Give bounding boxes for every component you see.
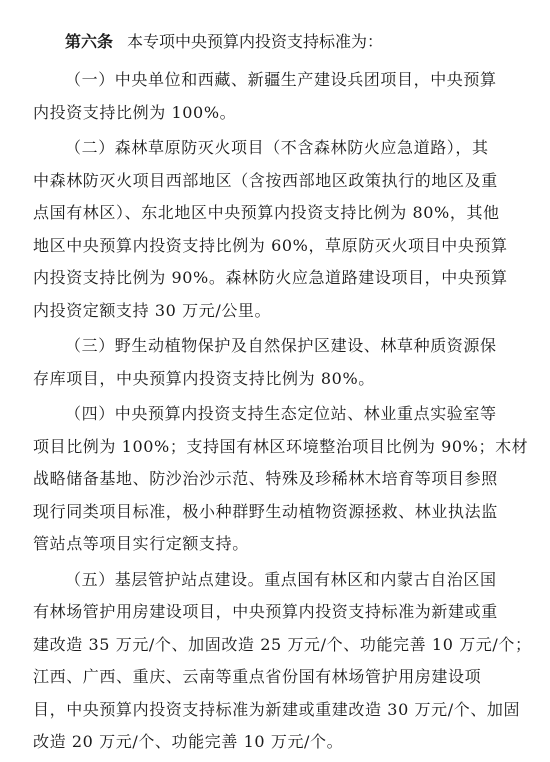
paragraph-line: 中森林防灭火项目西部地区（含按西部地区政策执行的地区及重 <box>33 170 498 190</box>
article-intro: 本专项中央预算内投资支持标准为： <box>127 32 384 51</box>
paragraph-line: 点国有林区）、东北地区中央预算内投资支持比例为 80%，其他 <box>33 203 500 222</box>
paragraph-line: 内投资定额支持 30 万元/公里。 <box>33 300 272 320</box>
paragraph-line: （四）中央预算内投资支持生态定位站、林业重点实验室等 <box>65 404 497 423</box>
paragraph-2 <box>33 132 521 327</box>
paragraph-list <box>33 64 532 762</box>
paragraph-line: 管站点等项目实行定额支持。 <box>33 534 249 553</box>
paragraph-line: 战略储备基地、防沙治沙示范、特殊及珍稀林木培育等项目参照 <box>33 469 498 488</box>
paragraph-5 <box>33 564 532 759</box>
paragraph-line: （一）中央单位和西藏、新疆生产建设兵团项目，中央预算 <box>65 70 497 89</box>
article-heading <box>65 26 525 58</box>
paragraph-line: 改造 20 万元/个、功能完善 10 万元/个。 <box>33 732 344 751</box>
paragraph-line: 内投资支持比例为 100%。 <box>33 102 237 122</box>
paragraph-line: 存库项目，中央预算内投资支持比例为 80%。 <box>33 368 375 388</box>
paragraph-line: 地区中央预算内投资支持比例为 60%，草原防灭火项目中央预算 <box>33 235 508 255</box>
paragraph-line: 有林场管护用房建设项目，中央预算内投资支持标准为新建或重 <box>33 602 498 621</box>
paragraph-line: 内投资支持比例为 90%。森林防火应急道路建设项目，中央预算 <box>33 268 508 287</box>
paragraph-line: 建改造 35 万元/个、加固改造 25 万元/个、功能完善 10 万元/个； <box>33 634 532 654</box>
paragraph-1 <box>33 64 521 129</box>
paragraph-line: 项目比例为 100%；支持国有林区环境整治项目比例为 90%；木材 <box>33 436 529 456</box>
paragraph-line: 现行同类项目标准，极小种群野生动植物资源拯救、林业执法监 <box>33 501 498 521</box>
paragraph-line: （五）基层管护站点建设。重点国有林区和内蒙古自治区国 <box>65 569 497 589</box>
paragraph-3 <box>33 330 521 395</box>
paragraph-line: （三）野生动植物保护及自然保护区建设、林草种质资源保 <box>65 336 497 355</box>
paragraph-line: 目，中央预算内投资支持标准为新建或重建改造 30 万元/个、加固 <box>33 699 521 719</box>
paragraph-line: （二）森林草原防灭火项目（不含森林防火应急道路），其 <box>65 138 489 157</box>
paragraph-4 <box>33 398 529 561</box>
paragraph-line: 江西、广西、重庆、云南等重点省份国有林场管护用房建设项 <box>33 667 482 686</box>
article-label: 第六条 <box>65 32 114 51</box>
